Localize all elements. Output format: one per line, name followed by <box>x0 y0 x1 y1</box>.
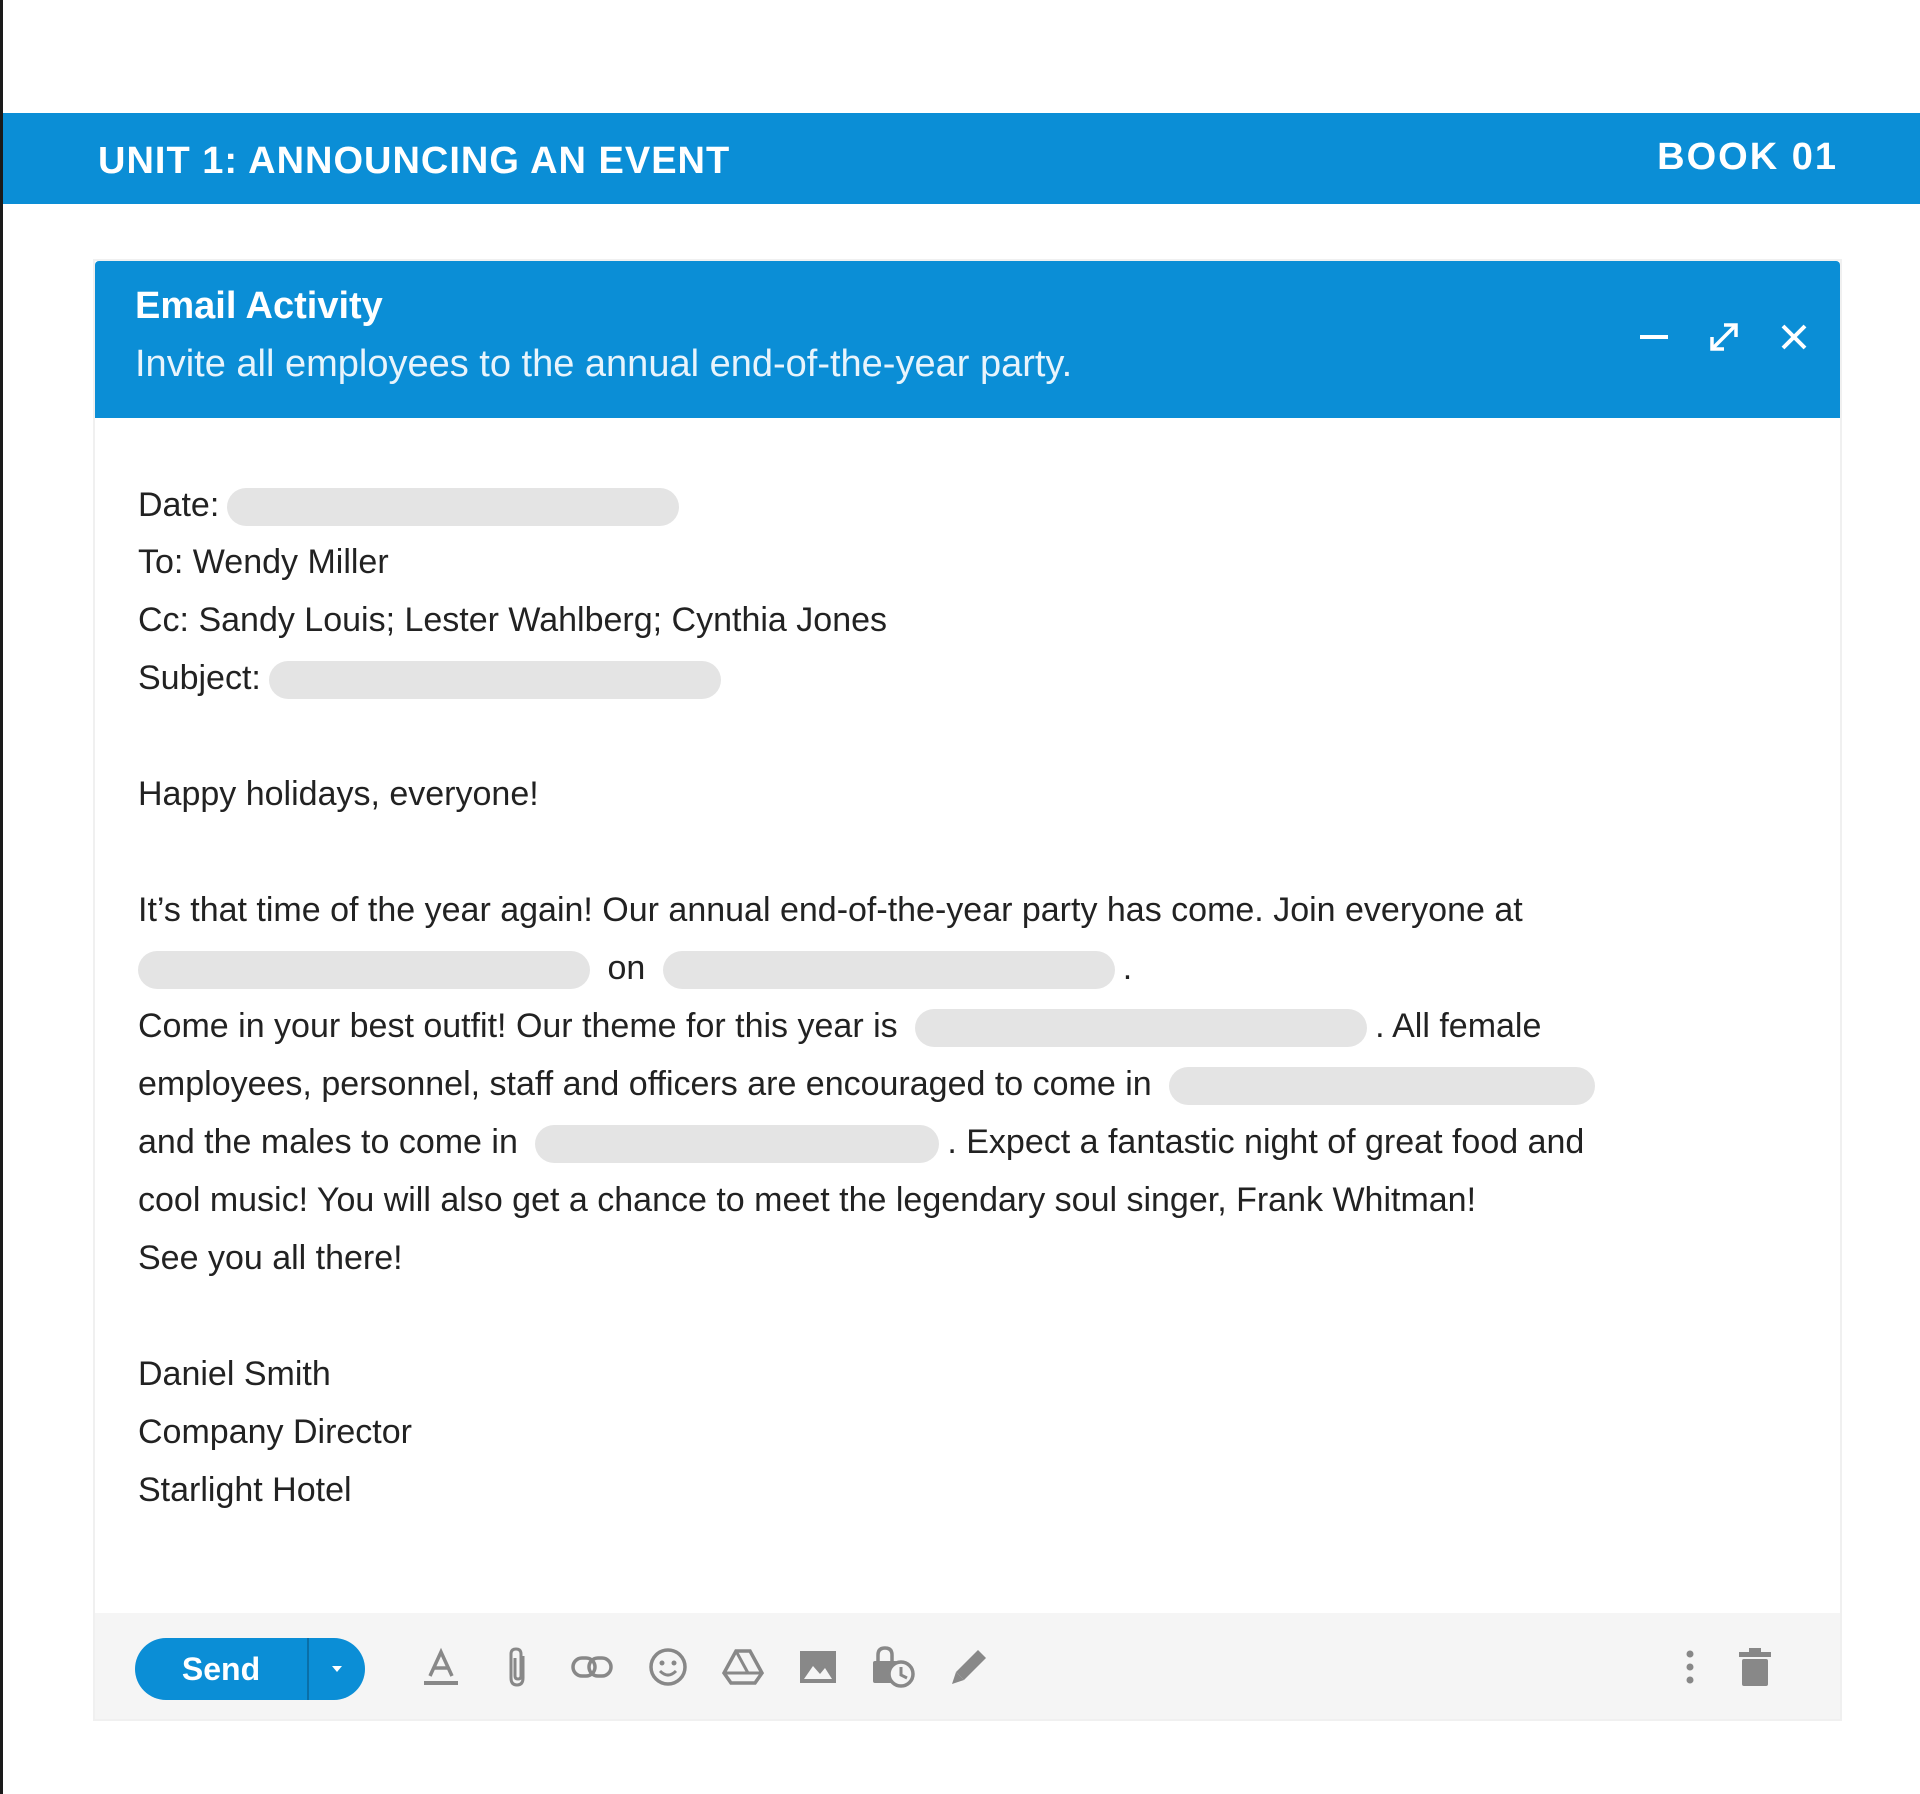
caret-down-icon <box>330 1664 344 1674</box>
page-edge <box>0 0 3 1794</box>
close-button[interactable] <box>1770 313 1818 361</box>
format-text-button[interactable] <box>417 1643 465 1691</box>
expand-icon <box>1707 320 1741 354</box>
cc-line: Cc: Sandy Louis; Lester Wahlberg; Cynthia Jones <box>138 601 888 639</box>
confidential-button[interactable] <box>869 1643 917 1691</box>
body-line-3: Come in your best outfit! Our theme for this year is . All female <box>138 997 1541 1055</box>
date-label: Date: <box>138 486 220 524</box>
window-subtitle: Invite all employees to the annual end-of-the-year party. <box>135 343 1073 385</box>
signature-button[interactable] <box>945 1643 993 1691</box>
minimize-button[interactable] <box>1630 313 1678 361</box>
subject-label: Subject: <box>138 659 261 697</box>
body-line-7: See you all there! <box>138 1239 403 1277</box>
unit-title: UNIT 1: ANNOUNCING AN EVENT <box>98 140 731 182</box>
attach-icon <box>503 1646 533 1688</box>
to-line: To: Wendy Miller <box>138 543 389 581</box>
attach-button[interactable] <box>494 1643 542 1691</box>
body-line-5: and the males to come in . Expect a fantastic night of great food and <box>138 1113 1584 1171</box>
unit-banner <box>3 113 1920 204</box>
more-options-icon <box>1685 1649 1695 1685</box>
email-compose-window <box>95 261 1840 1719</box>
emoji-button[interactable] <box>644 1643 692 1691</box>
send-button[interactable]: Send <box>181 1650 261 1687</box>
male-attire-blank[interactable] <box>535 1125 939 1163</box>
body-line-6: cool music! You will also get a chance to meet the legendary soul singer, Frank Whitman! <box>138 1181 1477 1219</box>
photo-icon <box>798 1649 838 1685</box>
female-attire-blank[interactable] <box>1169 1067 1595 1105</box>
date-time-blank[interactable] <box>663 951 1115 989</box>
venue-blank[interactable] <box>138 951 590 989</box>
signature-name: Daniel Smith <box>138 1355 331 1393</box>
greeting: Happy holidays, everyone! <box>138 775 539 813</box>
on-word: on <box>607 949 646 987</box>
body-line-1: It’s that time of the year again! Our annual end-of-the-year party has come. Join everyone at <box>138 891 1523 929</box>
body-line-2 <box>138 939 1132 997</box>
signature-icon <box>948 1646 990 1688</box>
subject-blank[interactable] <box>269 661 721 699</box>
date-blank[interactable] <box>227 488 679 526</box>
date-line <box>138 476 687 534</box>
photo-button[interactable] <box>794 1643 842 1691</box>
window-title: Email Activity <box>135 285 383 327</box>
signature-title: Company Director <box>138 1413 412 1451</box>
close-icon <box>1779 322 1809 352</box>
drive-icon <box>721 1647 765 1687</box>
trash-icon <box>1738 1647 1772 1687</box>
format-text-icon <box>420 1646 462 1688</box>
minimize-icon <box>1638 321 1670 353</box>
drive-button[interactable] <box>719 1643 767 1691</box>
subject-line <box>138 649 729 707</box>
send-group <box>135 1638 365 1700</box>
expand-button[interactable] <box>1700 313 1748 361</box>
signature-company: Starlight Hotel <box>138 1471 352 1509</box>
more-options-button[interactable] <box>1666 1643 1714 1691</box>
link-button[interactable] <box>568 1643 616 1691</box>
emoji-icon <box>647 1646 689 1688</box>
compose-toolbar <box>95 1613 1840 1719</box>
window-header <box>95 261 1840 418</box>
discard-draft-button[interactable] <box>1731 1643 1779 1691</box>
confidential-icon <box>870 1645 916 1689</box>
book-label: BOOK 01 <box>1657 136 1838 178</box>
body-line-4: employees, personnel, staff and officers are encouraged to come in <box>138 1055 1603 1113</box>
link-icon <box>570 1652 614 1682</box>
theme-blank[interactable] <box>915 1009 1367 1047</box>
period: . <box>1122 949 1133 987</box>
send-options-button[interactable] <box>309 1638 365 1700</box>
